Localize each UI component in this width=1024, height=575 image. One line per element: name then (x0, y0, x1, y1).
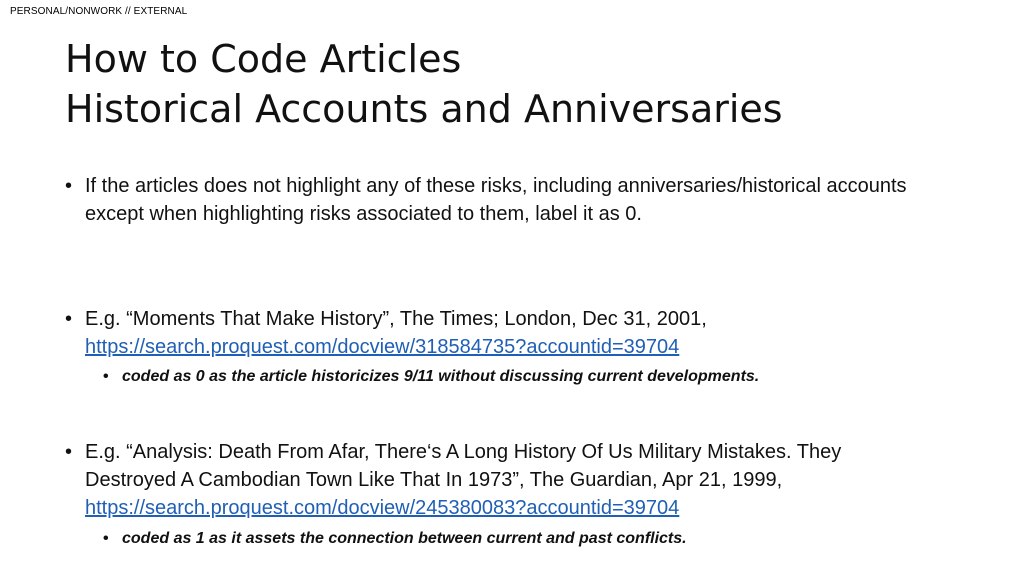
bullet-text: If the articles does not highlight any of these risks, including anniversaries/historical accounts except when highlighting risks associated to them, label it as 0. (85, 175, 907, 225)
bullet-text: E.g. “Analysis: Death From Afar, There‘s A Long History Of Us Military Mistakes. They Destroyed A Cambodian Town Like That In 1973”, The Guardian, Apr 21, 1999, (85, 441, 842, 491)
bullet-icon: • (65, 441, 73, 463)
slide-title (65, 34, 995, 134)
title-line-1: How to Code Articles (65, 37, 462, 81)
classification-label: PERSONAL/NONWORK // EXTERNAL (10, 6, 188, 17)
bullet-item-1 (65, 172, 935, 228)
bullet-icon: • (65, 175, 73, 197)
title-line-2: Historical Accounts and Anniversaries (65, 87, 783, 131)
sub-bullet-item-1 (103, 366, 982, 388)
bullet-item-3 (65, 438, 935, 522)
source-link[interactable]: https://search.proquest.com/docview/245380083?accountid=39704 (85, 497, 680, 519)
bullet-text: E.g. “Moments That Make History”, The Times; London, Dec 31, 2001, (85, 308, 707, 330)
sub-bullet-text: coded as 0 as the article historicizes 9/11 without discussing current developments. (122, 368, 760, 385)
bullet-icon: • (103, 530, 109, 547)
bullet-icon: • (65, 308, 73, 330)
source-link[interactable]: https://search.proquest.com/docview/318584735?accountid=39704 (85, 336, 680, 358)
sub-bullet-text: coded as 1 as it assets the connection between current and past conflicts. (122, 530, 687, 547)
sub-bullet-item-2 (103, 528, 982, 550)
bullet-icon: • (103, 368, 109, 385)
bullet-item-2 (65, 305, 935, 361)
